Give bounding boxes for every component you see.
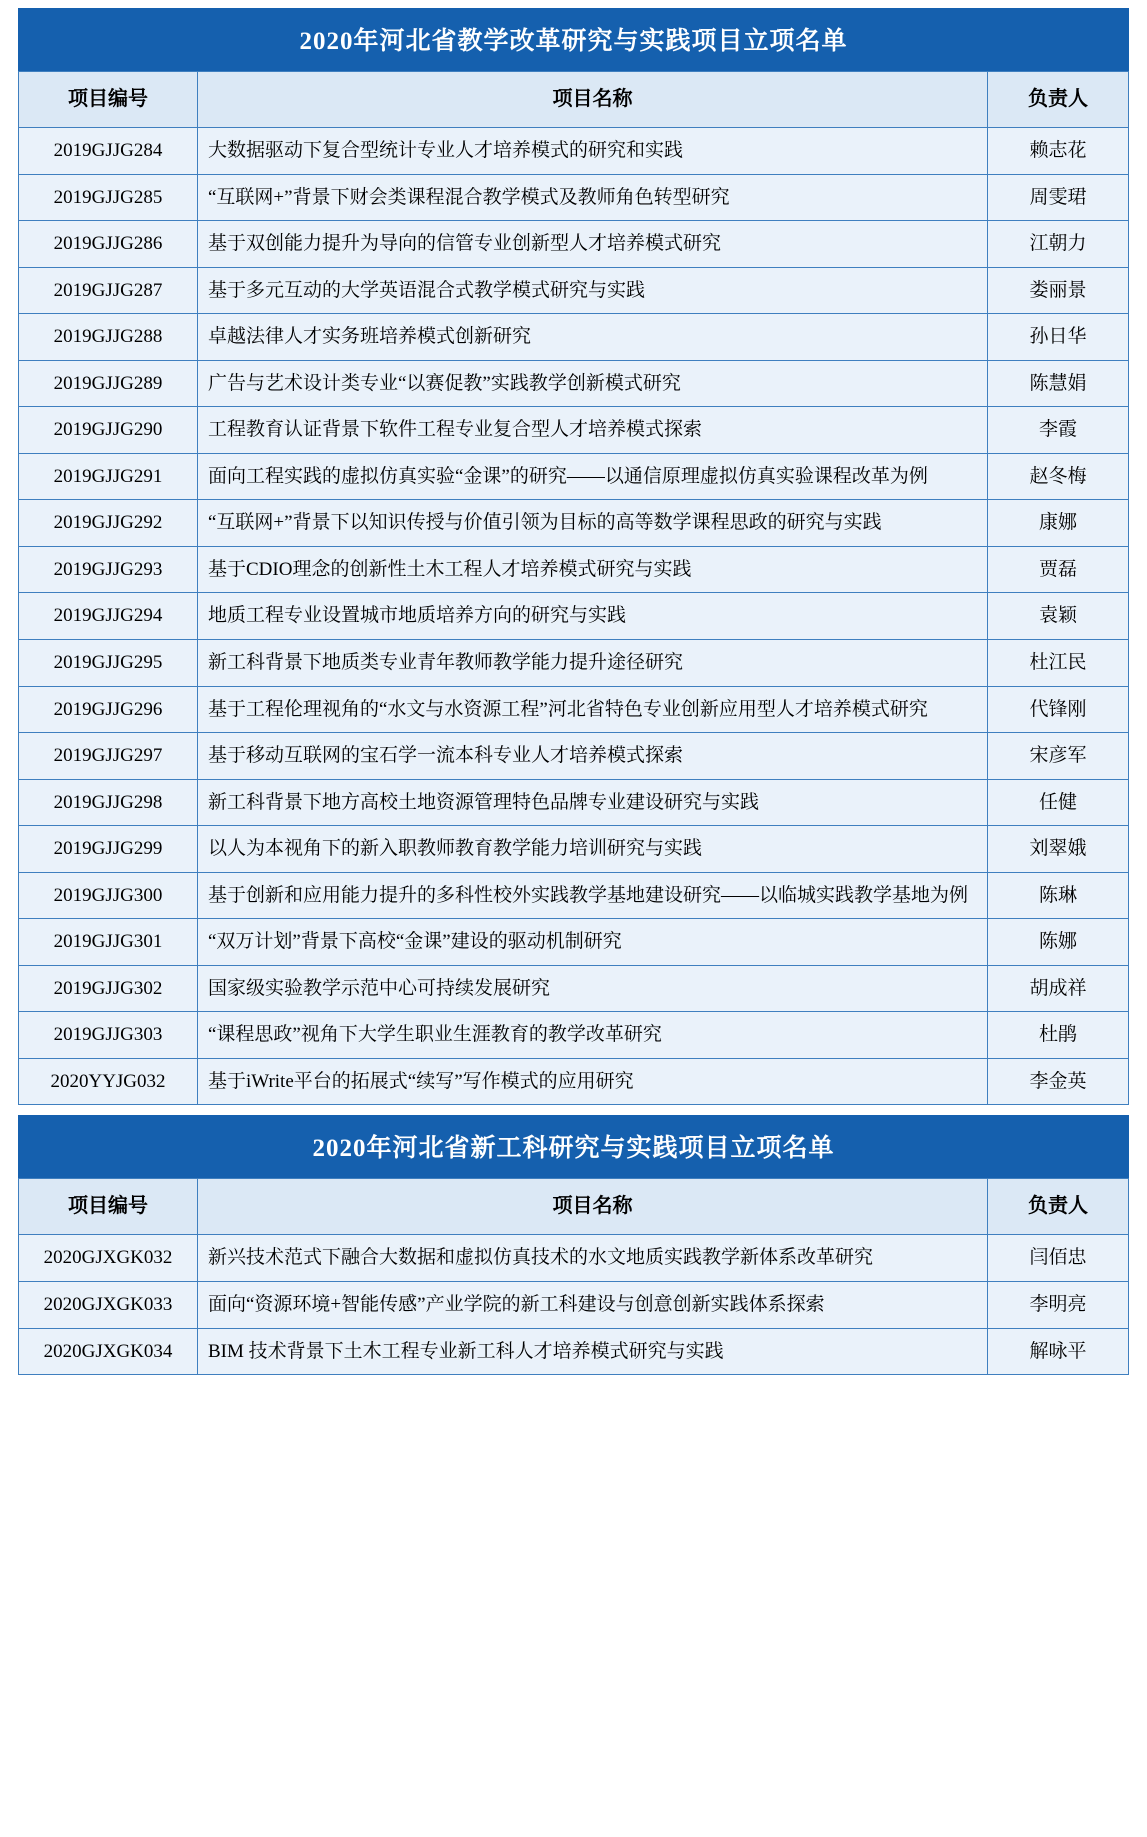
section-block xyxy=(18,8,1129,1105)
project-leader: 任健 xyxy=(988,779,1129,826)
project-leader: 胡成祥 xyxy=(988,965,1129,1012)
project-leader: 李金英 xyxy=(988,1058,1129,1105)
table-row xyxy=(19,407,1129,454)
project-code: 2019GJJG299 xyxy=(19,826,198,873)
project-code: 2019GJJG300 xyxy=(19,872,198,919)
project-leader: 康娜 xyxy=(988,500,1129,547)
project-code: 2020GJXGK033 xyxy=(19,1282,198,1329)
project-leader: 赵冬梅 xyxy=(988,453,1129,500)
table-header-row xyxy=(19,72,1129,128)
project-code: 2019GJJG289 xyxy=(19,360,198,407)
project-leader: 袁颖 xyxy=(988,593,1129,640)
project-code: 2019GJJG286 xyxy=(19,221,198,268)
project-name: BIM 技术背景下土木工程专业新工科人才培养模式研究与实践 xyxy=(198,1328,988,1375)
project-leader: 贾磊 xyxy=(988,546,1129,593)
table-row xyxy=(19,1328,1129,1375)
column-header-leader: 负责人 xyxy=(988,1179,1129,1235)
project-leader: 宋彦军 xyxy=(988,733,1129,780)
table-row xyxy=(19,314,1129,361)
project-name: 基于多元互动的大学英语混合式教学模式研究与实践 xyxy=(198,267,988,314)
project-leader: 陈琳 xyxy=(988,872,1129,919)
table-row xyxy=(19,1282,1129,1329)
project-code: 2019GJJG290 xyxy=(19,407,198,454)
project-name: 基于iWrite平台的拓展式“续写”写作模式的应用研究 xyxy=(198,1058,988,1105)
project-table xyxy=(18,1178,1129,1375)
table-row xyxy=(19,267,1129,314)
project-code: 2019GJJG296 xyxy=(19,686,198,733)
project-name: 面向“资源环境+智能传感”产业学院的新工科建设与创意创新实践体系探索 xyxy=(198,1282,988,1329)
table-row xyxy=(19,593,1129,640)
table-row xyxy=(19,174,1129,221)
table-row xyxy=(19,779,1129,826)
project-leader: 代锋刚 xyxy=(988,686,1129,733)
section-title: 2020年河北省教学改革研究与实践项目立项名单 xyxy=(18,8,1129,71)
project-code: 2019GJJG285 xyxy=(19,174,198,221)
section-title: 2020年河北省新工科研究与实践项目立项名单 xyxy=(18,1115,1129,1178)
project-code: 2019GJJG292 xyxy=(19,500,198,547)
table-row xyxy=(19,500,1129,547)
column-header-name: 项目名称 xyxy=(198,72,988,128)
column-header-code: 项目编号 xyxy=(19,72,198,128)
section-block xyxy=(18,1115,1129,1375)
project-name: 卓越法律人才实务班培养模式创新研究 xyxy=(198,314,988,361)
table-row xyxy=(19,128,1129,175)
project-name: “互联网+”背景下财会类课程混合教学模式及教师角色转型研究 xyxy=(198,174,988,221)
project-name: 地质工程专业设置城市地质培养方向的研究与实践 xyxy=(198,593,988,640)
project-code: 2019GJJG284 xyxy=(19,128,198,175)
project-leader: 陈娜 xyxy=(988,919,1129,966)
project-name: 大数据驱动下复合型统计专业人才培养模式的研究和实践 xyxy=(198,128,988,175)
project-code: 2019GJJG293 xyxy=(19,546,198,593)
project-code: 2019GJJG295 xyxy=(19,640,198,687)
project-name: “课程思政”视角下大学生职业生涯教育的教学改革研究 xyxy=(198,1012,988,1059)
project-code: 2019GJJG298 xyxy=(19,779,198,826)
project-name: 基于工程伦理视角的“水文与水资源工程”河北省特色专业创新应用型人才培养模式研究 xyxy=(198,686,988,733)
table-row xyxy=(19,546,1129,593)
project-code: 2019GJJG302 xyxy=(19,965,198,1012)
project-leader: 周雯珺 xyxy=(988,174,1129,221)
project-code: 2020GJXGK034 xyxy=(19,1328,198,1375)
project-leader: 李霞 xyxy=(988,407,1129,454)
project-leader: 刘翠娥 xyxy=(988,826,1129,873)
table-header-row xyxy=(19,1179,1129,1235)
project-leader: 娄丽景 xyxy=(988,267,1129,314)
table-row xyxy=(19,1058,1129,1105)
project-name: 新兴技术范式下融合大数据和虚拟仿真技术的水文地质实践教学新体系改革研究 xyxy=(198,1235,988,1282)
project-name: 广告与艺术设计类专业“以赛促教”实践教学创新模式研究 xyxy=(198,360,988,407)
project-code: 2019GJJG291 xyxy=(19,453,198,500)
project-leader: 孙日华 xyxy=(988,314,1129,361)
project-leader: 闫佰忠 xyxy=(988,1235,1129,1282)
project-leader: 陈慧娟 xyxy=(988,360,1129,407)
project-code: 2019GJJG297 xyxy=(19,733,198,780)
column-header-leader: 负责人 xyxy=(988,72,1129,128)
project-name: 国家级实验教学示范中心可持续发展研究 xyxy=(198,965,988,1012)
table-row xyxy=(19,453,1129,500)
project-code: 2019GJJG287 xyxy=(19,267,198,314)
project-leader: 杜鹃 xyxy=(988,1012,1129,1059)
project-table xyxy=(18,71,1129,1105)
table-row xyxy=(19,1012,1129,1059)
project-name: 基于CDIO理念的创新性土木工程人才培养模式研究与实践 xyxy=(198,546,988,593)
section-spacer xyxy=(18,1105,1129,1115)
project-leader: 李明亮 xyxy=(988,1282,1129,1329)
project-leader: 解咏平 xyxy=(988,1328,1129,1375)
column-header-code: 项目编号 xyxy=(19,1179,198,1235)
table-row xyxy=(19,872,1129,919)
table-row xyxy=(19,640,1129,687)
project-name: 基于移动互联网的宝石学一流本科专业人才培养模式探索 xyxy=(198,733,988,780)
table-row xyxy=(19,733,1129,780)
column-header-name: 项目名称 xyxy=(198,1179,988,1235)
project-name: 以人为本视角下的新入职教师教育教学能力培训研究与实践 xyxy=(198,826,988,873)
project-name: 工程教育认证背景下软件工程专业复合型人才培养模式探索 xyxy=(198,407,988,454)
table-row xyxy=(19,686,1129,733)
project-leader: 赖志花 xyxy=(988,128,1129,175)
table-row xyxy=(19,826,1129,873)
project-name: 新工科背景下地方高校土地资源管理特色品牌专业建设研究与实践 xyxy=(198,779,988,826)
project-code: 2020YYJG032 xyxy=(19,1058,198,1105)
table-row xyxy=(19,1235,1129,1282)
project-leader: 江朝力 xyxy=(988,221,1129,268)
project-code: 2020GJXGK032 xyxy=(19,1235,198,1282)
project-code: 2019GJJG294 xyxy=(19,593,198,640)
table-row xyxy=(19,360,1129,407)
table-row xyxy=(19,965,1129,1012)
project-name: 面向工程实践的虚拟仿真实验“金课”的研究——以通信原理虚拟仿真实验课程改革为例 xyxy=(198,453,988,500)
table-row xyxy=(19,919,1129,966)
project-name: 基于双创能力提升为导向的信管专业创新型人才培养模式研究 xyxy=(198,221,988,268)
table-row xyxy=(19,221,1129,268)
project-leader: 杜江民 xyxy=(988,640,1129,687)
project-code: 2019GJJG301 xyxy=(19,919,198,966)
project-name: 基于创新和应用能力提升的多科性校外实践教学基地建设研究——以临城实践教学基地为例 xyxy=(198,872,988,919)
project-name: “互联网+”背景下以知识传授与价值引领为目标的高等数学课程思政的研究与实践 xyxy=(198,500,988,547)
project-code: 2019GJJG288 xyxy=(19,314,198,361)
project-code: 2019GJJG303 xyxy=(19,1012,198,1059)
project-name: “双万计划”背景下高校“金课”建设的驱动机制研究 xyxy=(198,919,988,966)
project-name: 新工科背景下地质类专业青年教师教学能力提升途径研究 xyxy=(198,640,988,687)
